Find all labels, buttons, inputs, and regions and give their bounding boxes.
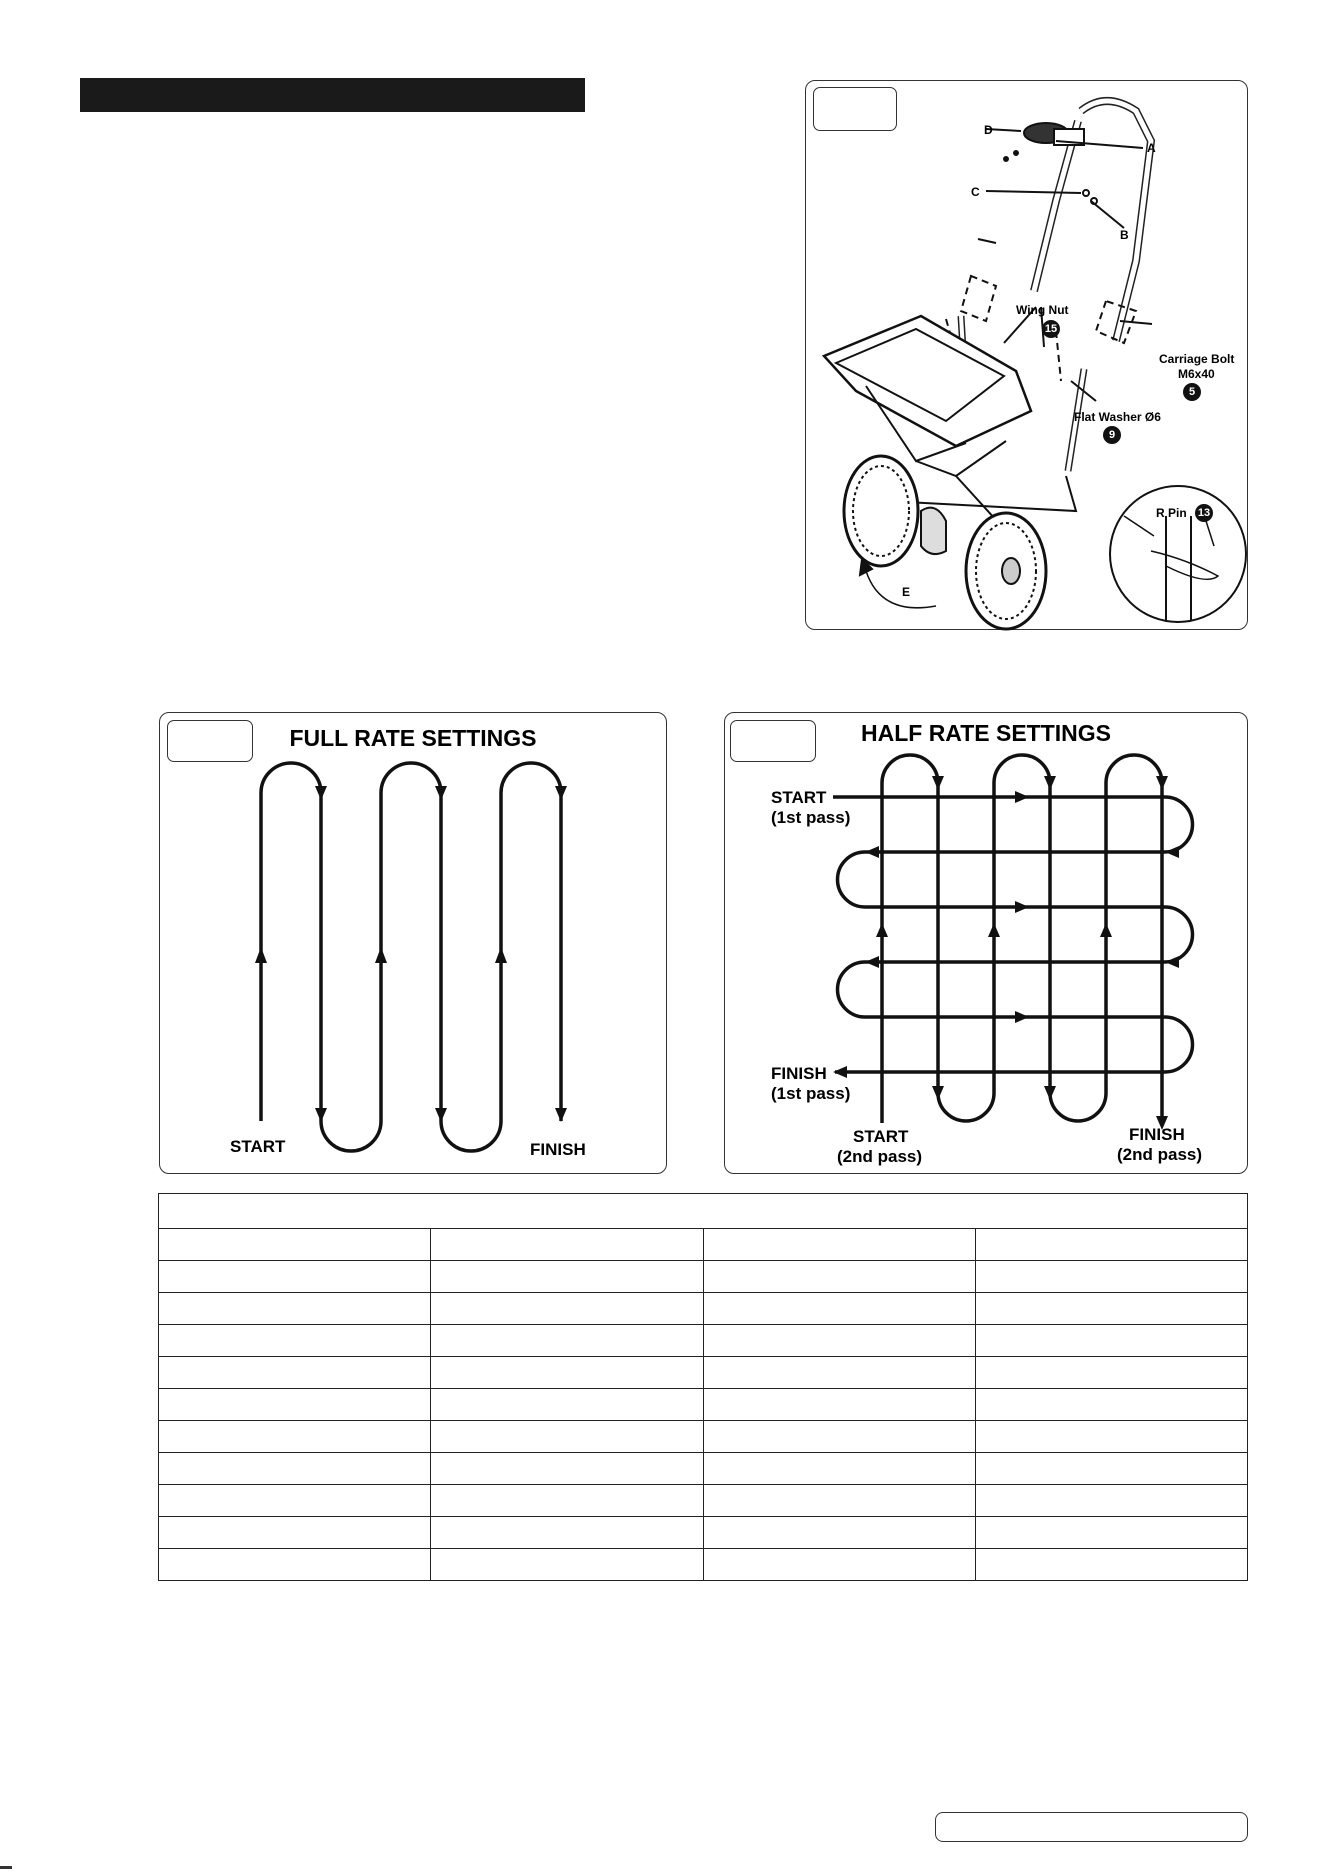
table-cell xyxy=(431,1453,703,1485)
half-rate-finish-2nd-note: (2nd pass) xyxy=(1117,1145,1203,1164)
part-number-13: 13 xyxy=(1195,504,1213,522)
full-rate-path-diagram xyxy=(160,713,668,1175)
half-rate-start-2nd-label: START xyxy=(853,1127,909,1146)
label-wing-nut: Wing Nut xyxy=(1016,303,1069,317)
half-rate-title: HALF RATE SETTINGS xyxy=(860,720,1111,746)
table-cell xyxy=(975,1517,1247,1549)
table-cell xyxy=(431,1517,703,1549)
table-cell xyxy=(431,1293,703,1325)
table-header-row xyxy=(159,1194,1248,1229)
table-cell xyxy=(431,1549,703,1581)
half-rate-start-1st-note: (1st pass) xyxy=(771,808,851,827)
label-d: D xyxy=(984,123,993,137)
label-e: E xyxy=(902,585,911,599)
table-cell xyxy=(159,1357,431,1389)
table-row xyxy=(159,1357,1248,1389)
table-cell xyxy=(975,1485,1247,1517)
half-rate-finish-1st-label: FINISH xyxy=(771,1064,827,1083)
part-number-9: 9 xyxy=(1103,426,1121,444)
table-cell xyxy=(703,1421,975,1453)
half-rate-path-diagram xyxy=(725,713,1249,1175)
table-row xyxy=(159,1421,1248,1453)
section-header-bar xyxy=(80,78,585,112)
table-cell xyxy=(431,1421,703,1453)
label-carriage-bolt-size: M6x40 xyxy=(1178,367,1215,381)
table-row xyxy=(159,1229,1248,1261)
table-cell xyxy=(159,1485,431,1517)
table-cell xyxy=(431,1389,703,1421)
table-cell xyxy=(975,1421,1247,1453)
table-cell xyxy=(431,1261,703,1293)
table-cell xyxy=(159,1229,431,1261)
table-cell xyxy=(431,1357,703,1389)
table-row xyxy=(159,1261,1248,1293)
table-row xyxy=(159,1325,1248,1357)
full-rate-title: FULL RATE SETTINGS xyxy=(289,725,537,751)
table-cell xyxy=(159,1389,431,1421)
label-flat-washer: Flat Washer Ø6 xyxy=(1074,410,1161,424)
table-cell xyxy=(975,1453,1247,1485)
label-carriage-bolt: Carriage Bolt xyxy=(1159,352,1235,366)
table-cell xyxy=(703,1325,975,1357)
table-cell xyxy=(703,1453,975,1485)
assembly-figure xyxy=(805,80,1248,630)
table-header-cell xyxy=(159,1194,1248,1229)
table-cell xyxy=(703,1517,975,1549)
corner-mark xyxy=(0,1866,12,1869)
table-cell xyxy=(159,1453,431,1485)
table-cell xyxy=(159,1261,431,1293)
label-b: B xyxy=(1120,228,1129,242)
table-cell xyxy=(975,1357,1247,1389)
table-cell xyxy=(703,1389,975,1421)
table-row xyxy=(159,1517,1248,1549)
label-a: A xyxy=(1147,141,1156,155)
table-cell xyxy=(975,1261,1247,1293)
half-rate-finish-1st-note: (1st pass) xyxy=(771,1084,851,1103)
label-c: C xyxy=(971,185,980,199)
table-cell xyxy=(159,1421,431,1453)
label-r-pin: R Pin xyxy=(1156,506,1187,520)
full-rate-figure xyxy=(159,712,667,1174)
full-rate-start-label: START xyxy=(230,1137,286,1156)
table-cell xyxy=(975,1549,1247,1581)
table-row xyxy=(159,1485,1248,1517)
table-cell xyxy=(431,1485,703,1517)
table-row xyxy=(159,1549,1248,1581)
half-rate-finish-2nd-label: FINISH xyxy=(1129,1125,1185,1144)
table-cell xyxy=(703,1357,975,1389)
table-cell xyxy=(703,1485,975,1517)
part-number-5: 5 xyxy=(1183,383,1201,401)
rate-settings-table xyxy=(158,1193,1248,1581)
table-row xyxy=(159,1293,1248,1325)
table-cell xyxy=(703,1261,975,1293)
table-cell xyxy=(159,1549,431,1581)
half-rate-figure xyxy=(724,712,1248,1174)
table-cell xyxy=(975,1229,1247,1261)
table-cell xyxy=(703,1549,975,1581)
table-cell xyxy=(703,1229,975,1261)
table-cell xyxy=(431,1325,703,1357)
table-cell xyxy=(159,1325,431,1357)
table-cell xyxy=(159,1293,431,1325)
table-row xyxy=(159,1389,1248,1421)
part-number-15: 15 xyxy=(1042,320,1060,338)
table-row xyxy=(159,1453,1248,1485)
full-rate-finish-label: FINISH xyxy=(530,1140,586,1159)
half-rate-start-1st-label: START xyxy=(771,788,827,807)
table-cell xyxy=(975,1293,1247,1325)
table-cell xyxy=(975,1389,1247,1421)
table-cell xyxy=(703,1293,975,1325)
page-footer-box xyxy=(935,1812,1248,1842)
table-cell xyxy=(975,1325,1247,1357)
half-rate-start-2nd-note: (2nd pass) xyxy=(837,1147,923,1166)
table-cell xyxy=(159,1517,431,1549)
table-cell xyxy=(431,1229,703,1261)
